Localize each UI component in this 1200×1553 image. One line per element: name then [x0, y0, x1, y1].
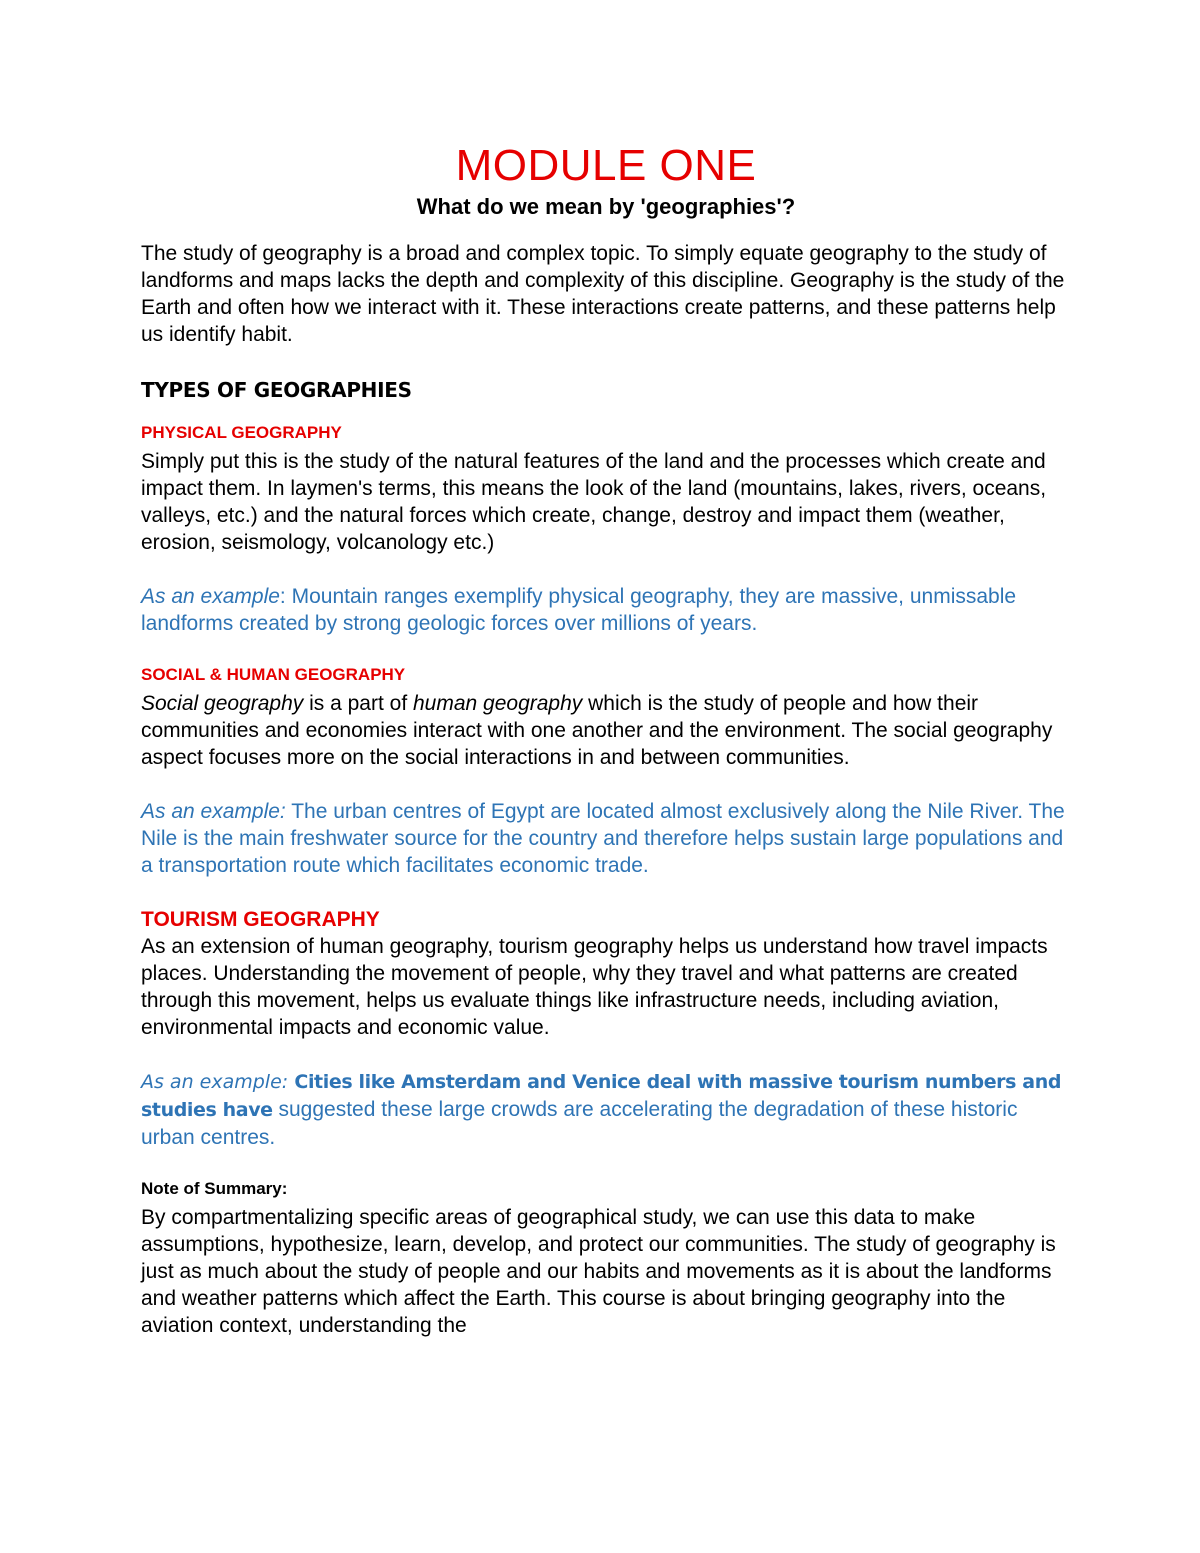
social-example: [141, 798, 1071, 879]
tourism-body: As an extension of human geography, tourism geography helps us understand how travel impacts places. Understanding the movement of people, why they travel and what patterns are created through this movement, helps us evaluate things like infrastructure needs, including aviation, environmental impacts and economic value.: [141, 935, 1048, 1039]
social-heading: SOCIAL & HUMAN GEOGRAPHY: [141, 665, 406, 684]
tourism-heading: TOURISM GEOGRAPHY: [141, 908, 380, 931]
types-heading: TYPES OF GEOGRAPHIES: [141, 378, 412, 402]
tourism-example-bold: Cities like Amsterdam and Venice deal with massive tourism numbers and studies have: [141, 1071, 1062, 1121]
social-example-text: The urban centres of Egypt are located almost exclusively along the Nile River. The Nile is the main freshwater source for the country and therefore helps sustain large populations and a transportation route which facilitates economic trade.: [141, 800, 1065, 877]
physical-heading: PHYSICAL GEOGRAPHY: [141, 423, 342, 442]
tourism-example-lead: As an example:: [141, 1071, 289, 1093]
intro-paragraph: The study of geography is a broad and complex topic. To simply equate geography to the study of landforms and maps lacks the depth and complexity of this discipline. Geography is the study of the Earth and often how we interact with it. These interactions create patterns, and these patterns help us identify habit.: [141, 242, 1065, 346]
physical-example-lead: As an example: [141, 585, 280, 608]
page-subtitle: What do we mean by 'geographies'?: [416, 194, 796, 219]
summary-heading: Note of Summary:: [141, 1179, 288, 1198]
summary-body: By compartmentalizing specific areas of geographical study, we can use this data to make assumptions, hypothesize, learn, develop, and protect our communities. The study of geography is just as much about the study of people and our habits and movements as it is about the landforms and weather patterns which affect the Earth. This course is about bringing geography into the aviation context, understanding the: [141, 1206, 1056, 1337]
page-title: MODULE ONE: [455, 141, 757, 190]
physical-example: [141, 583, 1071, 637]
social-example-lead: As an example:: [141, 800, 286, 823]
physical-example-text: : Mountain ranges exemplify physical geography, they are massive, unmissable landforms created by strong geologic forces over millions of years.: [141, 585, 1017, 635]
physical-body: Simply put this is the study of the natural features of the land and the processes which create and impact them. In laymen's terms, this means the look of the land (mountains, lakes, rivers, oceans, valleys, etc.) and the natural forces which create, change, destroy and impact them (weather, erosion, seismology, volcanology etc.): [141, 450, 1047, 554]
document-page: [141, 140, 1071, 1339]
social-body-t2: which is the study of people and how their communities and economies interact with one another and the environment. The social geography aspect focuses more on the social interactions in and between communities.: [141, 692, 1053, 769]
social-body-t1: is a part of: [303, 692, 413, 715]
social-body: [141, 690, 1071, 771]
tourism-example: [141, 1068, 1071, 1151]
social-body-em2: human geography: [413, 692, 583, 715]
social-body-em1: Social geography: [141, 692, 304, 715]
tourism-example-text: suggested these large crowds are accelerating the degradation of these historic urban centres.: [141, 1098, 1018, 1149]
